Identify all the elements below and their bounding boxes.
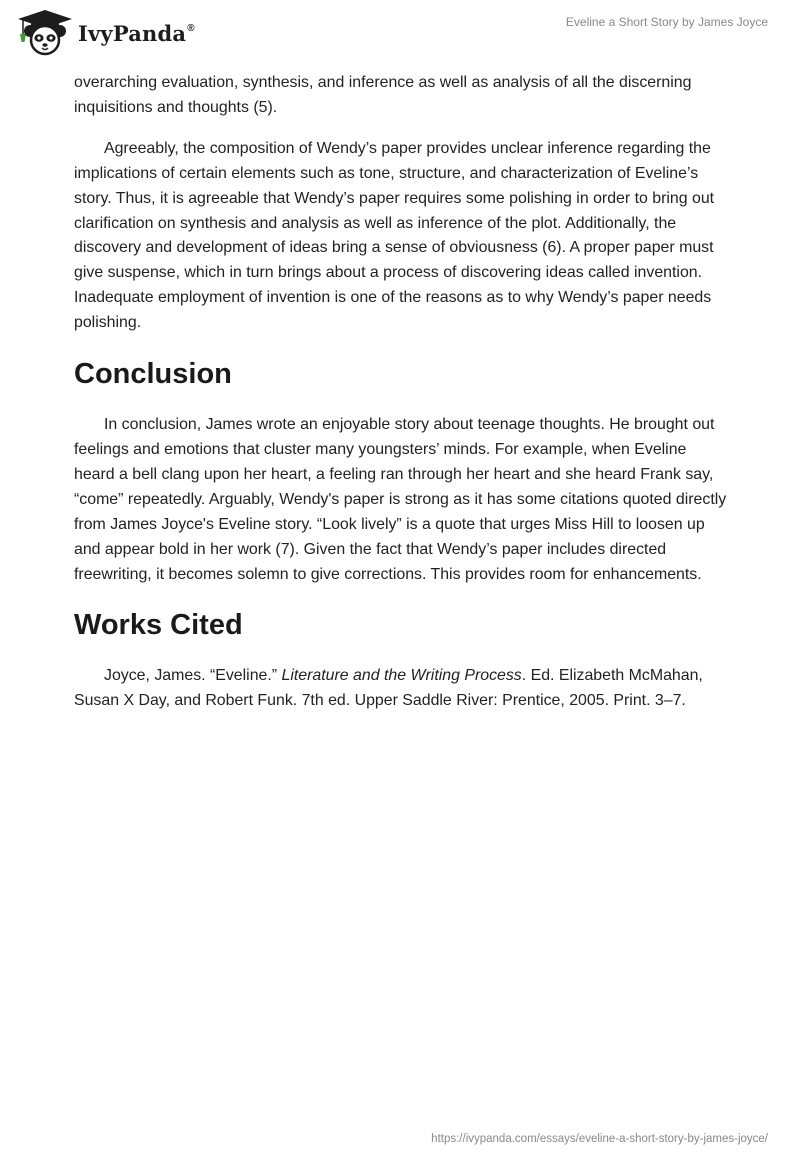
- registered-mark: ®: [187, 22, 195, 34]
- citation-book-title: Literature and the Writing Process: [281, 667, 522, 685]
- ivypanda-logo[interactable]: [15, 8, 195, 56]
- paragraph-agreeably: Agreeably, the composition of Wendy’s paper provides unclear inference regarding the implications of certain elements such as tone, structure, and characterization of Eveline’s story. Thus, it is agreeable that Wendy’s paper requires some polishing in order to bring out clarification on synthesis and analysis as well as inference of the plot. Additionally, the discovery and development of ideas bring a sense of obviousness (6). A proper paper must give suspense, which in turn brings about a process of discovering ideas called invention. Inadequate employment of invention is one of the reasons as to why Wendy’s paper needs polishing.: [74, 139, 715, 332]
- citation-author: Joyce, James. “Eveline.”: [104, 667, 282, 685]
- paragraph-continuation: overarching evaluation, synthesis, and inference as well as analysis of all the discerning inquisitions and thoughts (5).: [74, 74, 692, 116]
- panda-graduate-icon: [15, 8, 75, 56]
- citation-details: . Ed. Elizabeth McMahan, Susan X Day, and Robert Funk. 7th ed. Upper Saddle River: Prentice, 2005. Print. 3–7.: [74, 667, 703, 710]
- paragraph-conclusion: In conclusion, James wrote an enjoyable story about teenage thoughts. He brought out feelings and emotions that cluster many youngsters’ minds. For example, when Eveline heard a bell clang upon her heart, a feeling ran through her heart and she heard Frank say, “come” repeatedly. Arguably, Wendy's paper is strong as it has some citations quoted directly from James Joyce's Eveline story. “Look lively” is a quote that urges Miss Hill to loosen up and appear bold in her work (7). Given the fact that Wendy’s paper includes directed freewriting, it becomes solemn to give corrections. This provides room for enhancements.: [74, 416, 727, 583]
- page-header: [0, 0, 800, 62]
- logo-wordmark: IvyPanda®: [78, 20, 195, 46]
- document-title: Eveline a Short Story by James Joyce: [565, 15, 768, 29]
- citation-entry: [74, 664, 730, 714]
- works-cited-heading: Works Cited: [74, 609, 243, 642]
- conclusion-heading: Conclusion: [74, 358, 232, 391]
- source-url[interactable]: https://ivypanda.com/essays/eveline-a-short-story-by-james-joyce/: [431, 1133, 768, 1145]
- essay-body: [74, 71, 730, 714]
